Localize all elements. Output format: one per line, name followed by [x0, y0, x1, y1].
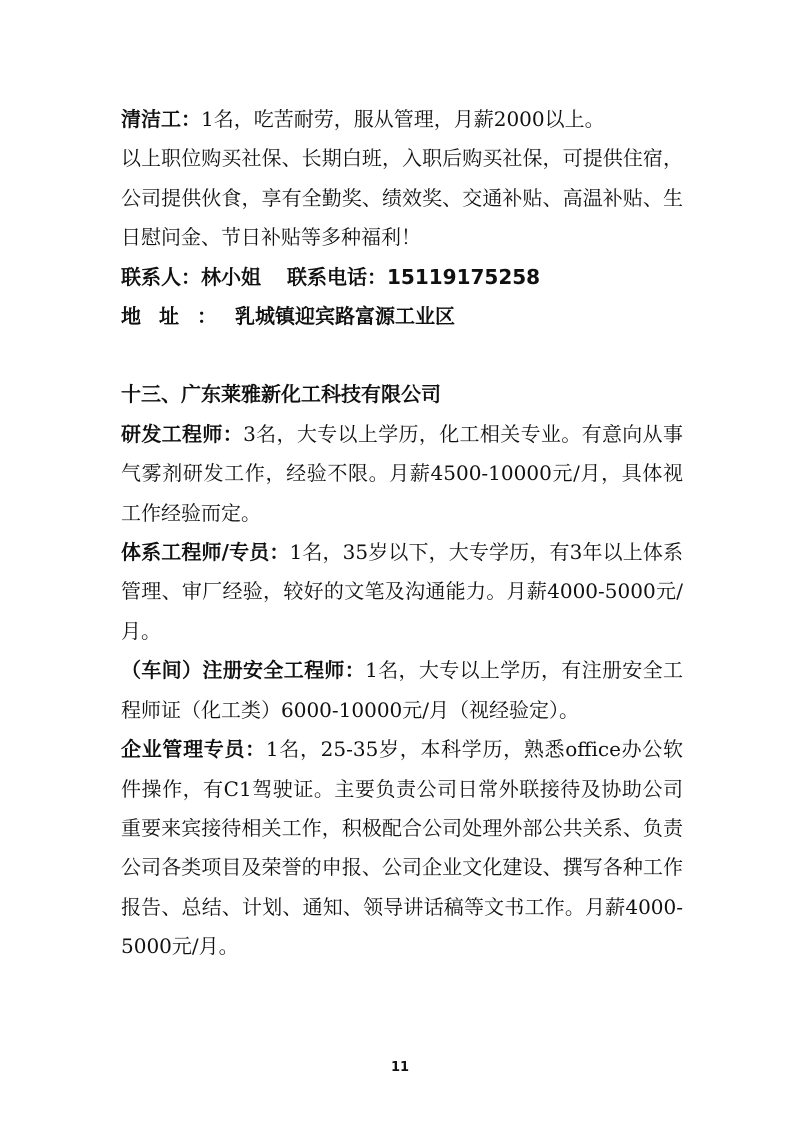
job-title-sep: ： [245, 737, 266, 762]
contact-phone-label: 联系电话： [287, 264, 387, 289]
job-title: 体系工程师/专员 [121, 540, 270, 565]
page-number: 11 [390, 1060, 410, 1075]
address-label: 地址： [121, 304, 235, 329]
job-item [121, 415, 683, 533]
job-item [121, 651, 683, 730]
contact-line [121, 258, 683, 297]
job-title-sep: ： [181, 107, 201, 131]
address-line [121, 297, 683, 336]
job-title: 企业管理专员 [121, 737, 246, 762]
job-item [121, 533, 683, 651]
job-title: （车间）注册安全工程师 [121, 658, 345, 683]
job-description: 1名，35岁以下，大专学历，有3年以上体系管理、审厂经验，较好的文笔及沟通能力。月薪4000-5000元/月。 [121, 540, 683, 643]
job-description: 1名，25-35岁，本科学历，熟悉office办公软件操作，有C1驾驶证。主要负责公司日常外联接待及协助公司重要来宾接待相关工作，积极配合公司处理外部公共关系、负责公司各类项目及荣誉的申报、公司企业文化建设、撰写各种工作报告、总结、计划、通知、领导讲话稿等文书工作。月薪4000-5000元/月。 [121, 737, 683, 959]
job-title-sep: ： [222, 421, 244, 446]
contact-person: 林小姐 [201, 264, 261, 289]
benefits-text: 以上职位购买社保、长期白班，入职后购买社保，可提供住宿，公司提供伙食，享有全勤奖、绩效奖、交通补贴、高温补贴、生日慰问金、节日补贴等多种福利！ [121, 146, 683, 250]
job-title: 研发工程师 [121, 421, 223, 446]
job-description: 3名，大专以上学历，化工相关专业。有意向从事气雾剂研发工作，经验不限。月薪4500-10000元/月，具体视工作经验而定。 [121, 421, 683, 525]
address-value: 乳城镇迎宾路富源工业区 [235, 304, 455, 329]
job-title-sep: ： [344, 658, 366, 683]
job-description: 1名，吃苦耐劳，服从管理，月薪2000以上。 [201, 107, 605, 131]
contact-phone: 15119175258 [387, 264, 541, 289]
job-title: 清洁工 [121, 107, 181, 131]
job-cleaner [121, 100, 683, 139]
contact-person-label: 联系人： [121, 264, 201, 289]
company-heading: 十三、广东莱雅新化工科技有限公司 [121, 382, 441, 407]
job-description: 1名，大专以上学历，有注册安全工程师证（化工类）6000-10000元/月（视经验定）。 [121, 658, 683, 722]
job-item [121, 730, 683, 966]
job-title-sep: ： [269, 540, 290, 565]
document-body [121, 100, 683, 967]
